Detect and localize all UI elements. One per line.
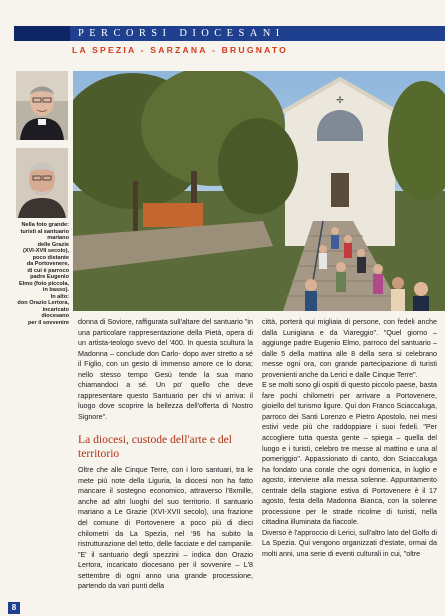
section-heading: La diocesi, custode dell'arte e del territorio <box>78 433 233 460</box>
portrait-priest-photo <box>16 71 68 140</box>
caption-line: per il sovvenire <box>27 319 69 326</box>
caption-line: Elmo (foto piccola, <box>18 280 69 287</box>
article-intro-paragraph: donna di Soviore, raffigurata sull'altare del santuario "in una particolare rappresentazione della Pietà, opera di un artista-teologo svevo del '400. In questa scultura la Madonna – conclude don Carlo- dopo aver stretto a sé il Figlio, con un gesto di immenso amore ce lo dona; nello stesso tempo Gesù tende la sua mano chiamandoci a sé. Un po' quello che deve rappresentare questo Santuario per chi vi arriva: il luogo dove scoprire la bellezza dell'offerta di Nostro Signore". <box>78 318 253 421</box>
caption-line: (XVI-XVII secolo), <box>22 248 69 254</box>
caption-line: da Portovenere, <box>26 261 69 267</box>
caption-line: In alto: <box>50 293 69 300</box>
caption-line: mariano <box>47 235 69 241</box>
caption-line: delle Grazie <box>37 241 69 248</box>
article-subtitle: LA SPEZIA - SARZANA - BRUGNATO <box>72 45 289 55</box>
page-number: 8 <box>8 602 20 614</box>
article-paragraph: Diverso è l'approccio di Lerici, sull'altro lato del Golfo di La Spezia. Qui vengono organizzati d'estate, ormai da molti anni, una serie di eventi culturali in cui, "oltre <box>262 528 437 559</box>
svg-text:✢: ✢ <box>336 96 344 106</box>
article-paragraph: città, porterà qui migliaia di persone, con fedeli anche dalla Lunigiana e da Viareggio". "Quel giorno – aggiunge padre Eugenio Elmo, parroco del santuario – dalle 5 della mattina alle 8 della sera si celebrano messe ogni ora, con grande partecipazione di turisti provenienti anche da Lerici e dalle Cinque Terre". <box>262 318 437 379</box>
caption-line: Nella foto grande: <box>21 222 69 228</box>
series-title: PERCORSI DIOCESANI <box>78 28 285 39</box>
caption-line: incaricato <box>42 306 69 313</box>
article-column-right <box>262 317 437 607</box>
caption-line: diocesano <box>41 313 69 319</box>
header-band-tab <box>14 26 70 41</box>
caption-line: don Orazio Lertora, <box>17 300 69 306</box>
caption-line: padre Eugenio <box>30 274 69 280</box>
caption-line: di cui è parroco <box>27 267 69 274</box>
article-column-left <box>78 317 253 607</box>
caption-line: poco distante <box>32 254 69 261</box>
photo-caption <box>14 222 69 340</box>
article-paragraph: Oltre che alle Cinque Terre, con i loro santuari, tra le mete più note della Liguria, la diocesi non ha fatto mancare il sostegno economico, attraverso l'8xmille, anche ad altri luoghi del suo territorio. Il santuario mariano a Le Grazie (XVI-XVII secolo), una frazione del comune di Portovenere a poco più di dieci chilometri da La Spezia, nel '96 ha subito la ristrutturazione del tetto, delle facciate e del campanile. "E' il santuario degli spezzini – indica don Orazio Lertora, incaricato diocesano per il sovvenire – L'8 settembre di ogni anno una grande processione, partendo da vari punti della <box>78 466 253 591</box>
portrait-padre-photo <box>16 148 68 218</box>
article-paragraph: E se molti sono gli ospiti di questo piccolo paese, basta fare pochi chilometri per arrivare a Portovenere, gioiello del turismo ligure. Qui don Franco Sciaccaluga, parroco dei Santi Lorenzo e Pietro Apostolo, nei mesi estivi vede più che raddoppiare i suoi fedeli. "Per accogliere tutta questa gente – spiega – quella del luogo e i turisti, celebro tre messe al mattino e una al pomeriggio". Appassionato di canto, don Sciaccaluga ha fondato una corale che ogni domenica, in luglio e agosto, interviene alla messa solenne. Appuntamento centrale della stagione estiva di Portovenere è il 17 agosto, festa della Madonna Bianca, con la solenne processione per le strade ricolme di turisti, nella cittadina illuminata da fiaccole. <box>262 381 437 527</box>
sanctuary-main-photo <box>73 71 445 311</box>
caption-line: turisti al santuario <box>20 228 69 235</box>
caption-line: in basso). <box>42 287 69 293</box>
